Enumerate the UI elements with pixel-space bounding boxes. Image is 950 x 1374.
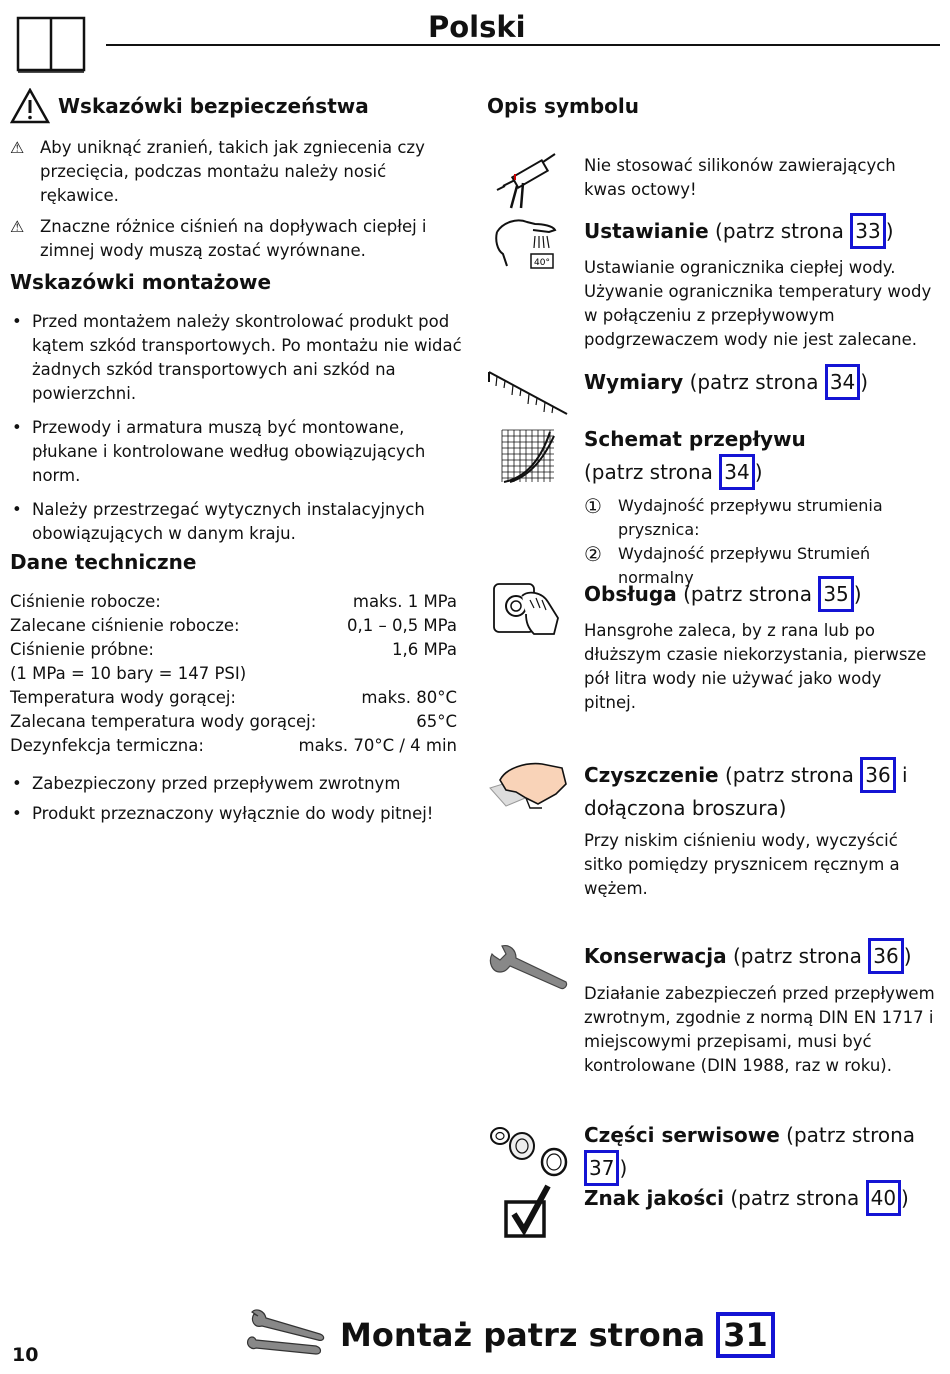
- page-link-33[interactable]: 33: [850, 213, 885, 249]
- safety-item: ⚠ Aby uniknąć zranień, takich jak zgniecenia czy przecięcia, podczas montażu należy nosić rękawice.: [10, 136, 465, 208]
- warning-triangle-icon: [10, 88, 50, 124]
- assembly-heading: Wskazówki montażowe: [10, 270, 272, 294]
- dimensions-title: Wymiary (patrz strona 34 ): [584, 364, 868, 400]
- technical-section: [10, 550, 457, 836]
- table-row: Temperatura wody gorącej: maks. 80°C: [10, 688, 457, 707]
- mount-page-link[interactable]: 31: [716, 1312, 775, 1358]
- page-title: Polski: [428, 10, 526, 44]
- warning-small-icon: ⚠: [10, 217, 25, 236]
- silicone-gun-icon: [495, 150, 560, 215]
- silicone-note: Nie stosować silikonów zawierających kwas octowy!: [584, 156, 896, 199]
- page-link-36b[interactable]: 36: [868, 938, 903, 974]
- ruler-dimensions-icon: [487, 368, 569, 418]
- table-row: Ciśnienie robocze: maks. 1 MPa: [10, 592, 457, 611]
- maintenance-body: Działanie zabezpieczeń przed przepływem zwrotnym, zgodnie z normą DIN EN 1717 i miejscowymi przepisami, musi być kontrolowane (DIN 1988, raz w roku).: [584, 984, 935, 1075]
- safety-item: ⚠ Znaczne różnice ciśnień na dopływach ciepłej i zimnej wody muszą zostać wyrównane.: [10, 215, 465, 263]
- mount-reference: Montaż patrz strona 31: [340, 1312, 775, 1358]
- table-row: Ciśnienie próbne: 1,6 MPa: [10, 640, 457, 659]
- assembly-section: [10, 270, 465, 556]
- safety-heading: Wskazówki bezpieczeństwa: [58, 94, 369, 118]
- page-link-35[interactable]: 35: [818, 576, 853, 612]
- list-item: • Przed montażem należy skontrolować produkt pod kątem szkód transportowych. Po montażu nie widać żadnych szkód transportowych ani szkód na powierzchni.: [10, 310, 465, 406]
- list-item: • Należy przestrzegać wytycznych instalacyjnych obowiązujących w danym kraju.: [10, 498, 465, 546]
- page-number: 10: [12, 1344, 39, 1366]
- thermostat-setting-icon: [493, 214, 563, 272]
- setting-title: Ustawianie (patrz strona 33 ): [584, 213, 894, 249]
- safety-section: [10, 88, 465, 263]
- cleaning-title: Czyszczenie (patrz strona 36 i dołączona broszura): [584, 757, 940, 823]
- svg-text:40°: 40°: [534, 258, 550, 268]
- table-row: Dezynfekcja termiczna: maks. 70°C / 4 min: [10, 736, 457, 755]
- flow-title: Schemat przepływu (patrz strona 34 ): [584, 424, 940, 490]
- quality-check-icon: [504, 1184, 552, 1240]
- maintenance-title: Konserwacja (patrz strona 36 ): [584, 938, 912, 974]
- flow-diagram-icon: [500, 428, 556, 484]
- table-row: (1 MPa = 10 bary = 147 PSI): [10, 664, 247, 683]
- cleaning-hand-icon: [486, 758, 568, 816]
- technical-heading: Dane techniczne: [10, 550, 197, 574]
- operation-body: Hansgrohe zaleca, by z rana lub po dłuższym czasie niekorzystania, pierwsze pół litra wody nie używać jako wody pitnej.: [584, 621, 927, 712]
- table-row: Zalecane ciśnienie robocze: 0,1 – 0,5 MPa: [10, 616, 457, 635]
- list-item: ② Wydajność przepływu Strumień normalny: [584, 542, 871, 587]
- book-icon: [16, 16, 86, 74]
- list-item: • Zabezpieczony przed przepływem zwrotnym: [10, 772, 457, 796]
- page-link-34[interactable]: 34: [825, 364, 860, 400]
- quality-title: Znak jakości (patrz strona 40 ): [584, 1180, 909, 1216]
- page-link-40[interactable]: 40: [866, 1180, 901, 1216]
- spare-title: Części serwisowe (patrz strona37 ): [584, 1120, 950, 1186]
- operation-hand-icon: [492, 578, 562, 638]
- page-link-34b[interactable]: 34: [719, 454, 754, 490]
- wrench-icon: [486, 940, 570, 996]
- list-item: • Produkt przeznaczony wyłącznie do wody pitnej!: [10, 802, 457, 826]
- setting-body: Ustawianie ogranicznika ciepłej wody. Używanie ogranicznika temperatury wody w połączeniu z przepływowym podgrzewaczem wody nie jest zalecane.: [584, 258, 932, 349]
- header-rule: [106, 44, 940, 46]
- spare-parts-icon: [488, 1122, 570, 1178]
- page-link-37[interactable]: 37: [584, 1150, 619, 1186]
- tools-icon: [244, 1306, 328, 1358]
- list-item: ① Wydajność przepływu strumienia prysznica:: [584, 494, 883, 539]
- cleaning-body: Przy niskim ciśnieniu wody, wyczyścić sitko pomiędzy prysznicem ręcznym a wężem.: [584, 831, 900, 898]
- table-row: Zalecana temperatura wody gorącej: 65°C: [10, 712, 457, 731]
- operation-title: Obsługa (patrz strona 35 ): [584, 576, 862, 612]
- list-item: • Przewody i armatura muszą być montowane, płukane i kontrolowane według obowiązujących norm.: [10, 416, 465, 488]
- warning-small-icon: ⚠: [10, 138, 25, 157]
- page-link-36[interactable]: 36: [860, 757, 895, 793]
- symbols-heading: Opis symbolu: [487, 94, 639, 118]
